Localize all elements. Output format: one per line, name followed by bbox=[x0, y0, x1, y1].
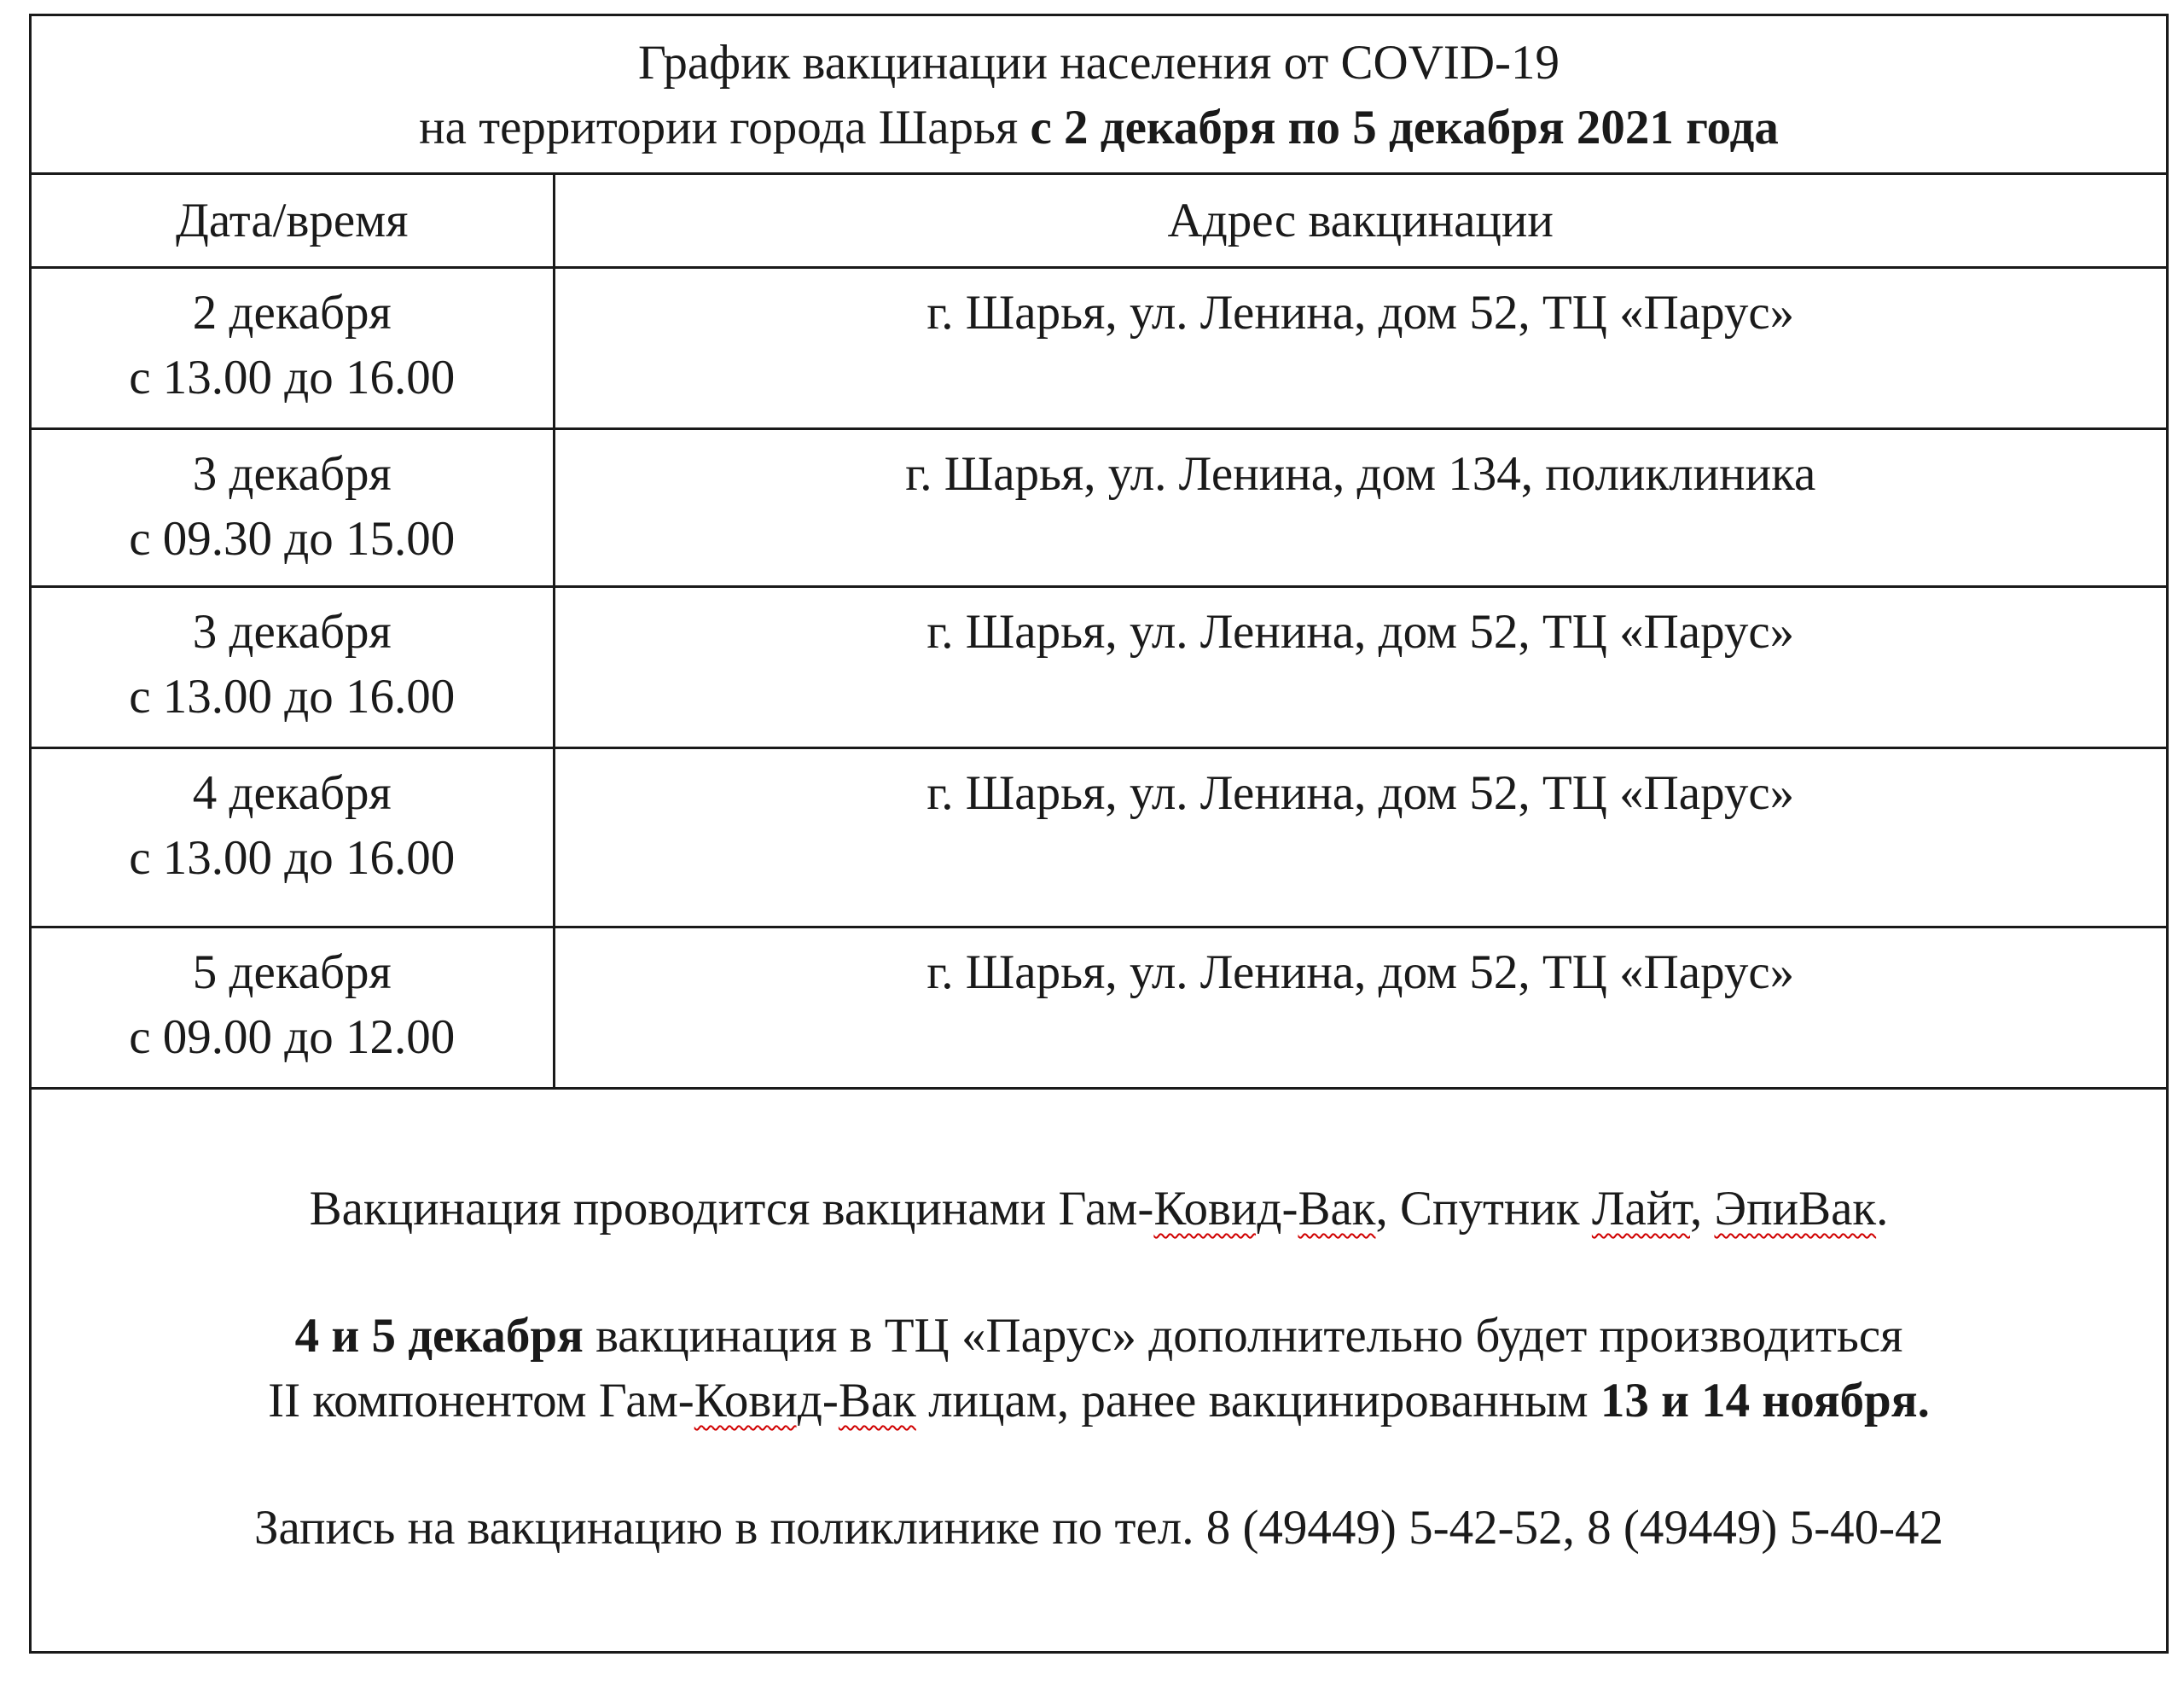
table-header-row bbox=[32, 175, 2166, 268]
vaccines-note-suffix: . bbox=[1876, 1182, 1889, 1236]
title-line-1: График вакцинации населения от COVID-19 bbox=[638, 36, 1560, 90]
second-component-text: вакцинация в ТЦ «Парус» дополнительно будет производиться bbox=[583, 1309, 1903, 1363]
vaccination-schedule-document bbox=[29, 14, 2169, 1654]
second-component-separator: - bbox=[822, 1374, 839, 1427]
vaccines-note-text: , Спутник bbox=[1375, 1182, 1592, 1236]
date-time-cell bbox=[32, 927, 554, 1089]
second-component-dates: 4 и 5 декабря bbox=[294, 1309, 584, 1363]
spellcheck-word: Вак bbox=[1298, 1182, 1376, 1236]
vaccines-note-text: , bbox=[1689, 1182, 1715, 1236]
time-text: с 09.30 до 15.00 bbox=[129, 512, 456, 566]
spellcheck-word: Вак bbox=[838, 1374, 916, 1427]
date-time-cell bbox=[32, 587, 554, 748]
previous-vaccination-dates: 13 и 14 ноября. bbox=[1600, 1374, 1930, 1427]
date-text: 3 декабря bbox=[192, 447, 392, 501]
second-component-text: II компонентом Гам- bbox=[268, 1374, 694, 1427]
address-cell: г. Шарья, ул. Ленина, дом 134, поликлиника bbox=[554, 429, 2166, 587]
table-row bbox=[32, 927, 2166, 1089]
title-date-range: с 2 декабря по 5 декабря 2021 года bbox=[1030, 101, 1779, 154]
date-text: 3 декабря bbox=[192, 605, 392, 659]
date-text: 5 декабря bbox=[192, 945, 392, 999]
second-component-note bbox=[32, 1304, 2166, 1433]
table-row bbox=[32, 587, 2166, 748]
second-component-text: лицам, ранее вакцинированным bbox=[915, 1374, 1600, 1427]
table-row bbox=[32, 748, 2166, 927]
column-header-address: Адрес вакцинации bbox=[554, 175, 2166, 268]
table-row bbox=[32, 268, 2166, 429]
time-text: с 13.00 до 16.00 bbox=[129, 351, 456, 404]
time-text: с 09.00 до 12.00 bbox=[129, 1010, 456, 1064]
spellcheck-word: Ковид bbox=[694, 1374, 822, 1427]
address-cell: г. Шарья, ул. Ленина, дом 52, ТЦ «Парус» bbox=[554, 587, 2166, 748]
column-header-date: Дата/время bbox=[32, 175, 554, 268]
spellcheck-word: Ковид bbox=[1153, 1182, 1282, 1236]
title-line-2 bbox=[32, 96, 2166, 160]
address-cell: г. Шарья, ул. Ленина, дом 52, ТЦ «Парус» bbox=[554, 268, 2166, 429]
notes-section bbox=[32, 1102, 2166, 1561]
phone-note: Запись на вакцинацию в поликлинике по тел. 8 (49449) 5-42-52, 8 (49449) 5-40-42 bbox=[253, 1501, 1944, 1555]
address-cell: г. Шарья, ул. Ленина, дом 52, ТЦ «Парус» bbox=[554, 927, 2166, 1089]
time-text: с 13.00 до 16.00 bbox=[129, 670, 456, 724]
time-text: с 13.00 до 16.00 bbox=[129, 831, 456, 885]
vaccines-note-prefix: Вакцинация проводится вакцинами Гам- bbox=[309, 1182, 1154, 1236]
date-text: 4 декабря bbox=[192, 766, 392, 820]
address-cell: г. Шарья, ул. Ленина, дом 52, ТЦ «Парус» bbox=[554, 748, 2166, 927]
vaccines-note bbox=[32, 1177, 2166, 1241]
spellcheck-word: ЭпиВак bbox=[1714, 1182, 1877, 1236]
date-time-cell bbox=[32, 748, 554, 927]
spellcheck-word: Лайт bbox=[1591, 1182, 1690, 1236]
table-row bbox=[32, 429, 2166, 587]
title-line-2-prefix: на территории города Шарья bbox=[419, 101, 1031, 154]
document-title bbox=[32, 16, 2166, 175]
date-time-cell bbox=[32, 429, 554, 587]
schedule-table bbox=[32, 175, 2166, 1090]
date-text: 2 декабря bbox=[192, 286, 392, 340]
vaccines-note-separator: - bbox=[1281, 1182, 1298, 1236]
date-time-cell bbox=[32, 268, 554, 429]
